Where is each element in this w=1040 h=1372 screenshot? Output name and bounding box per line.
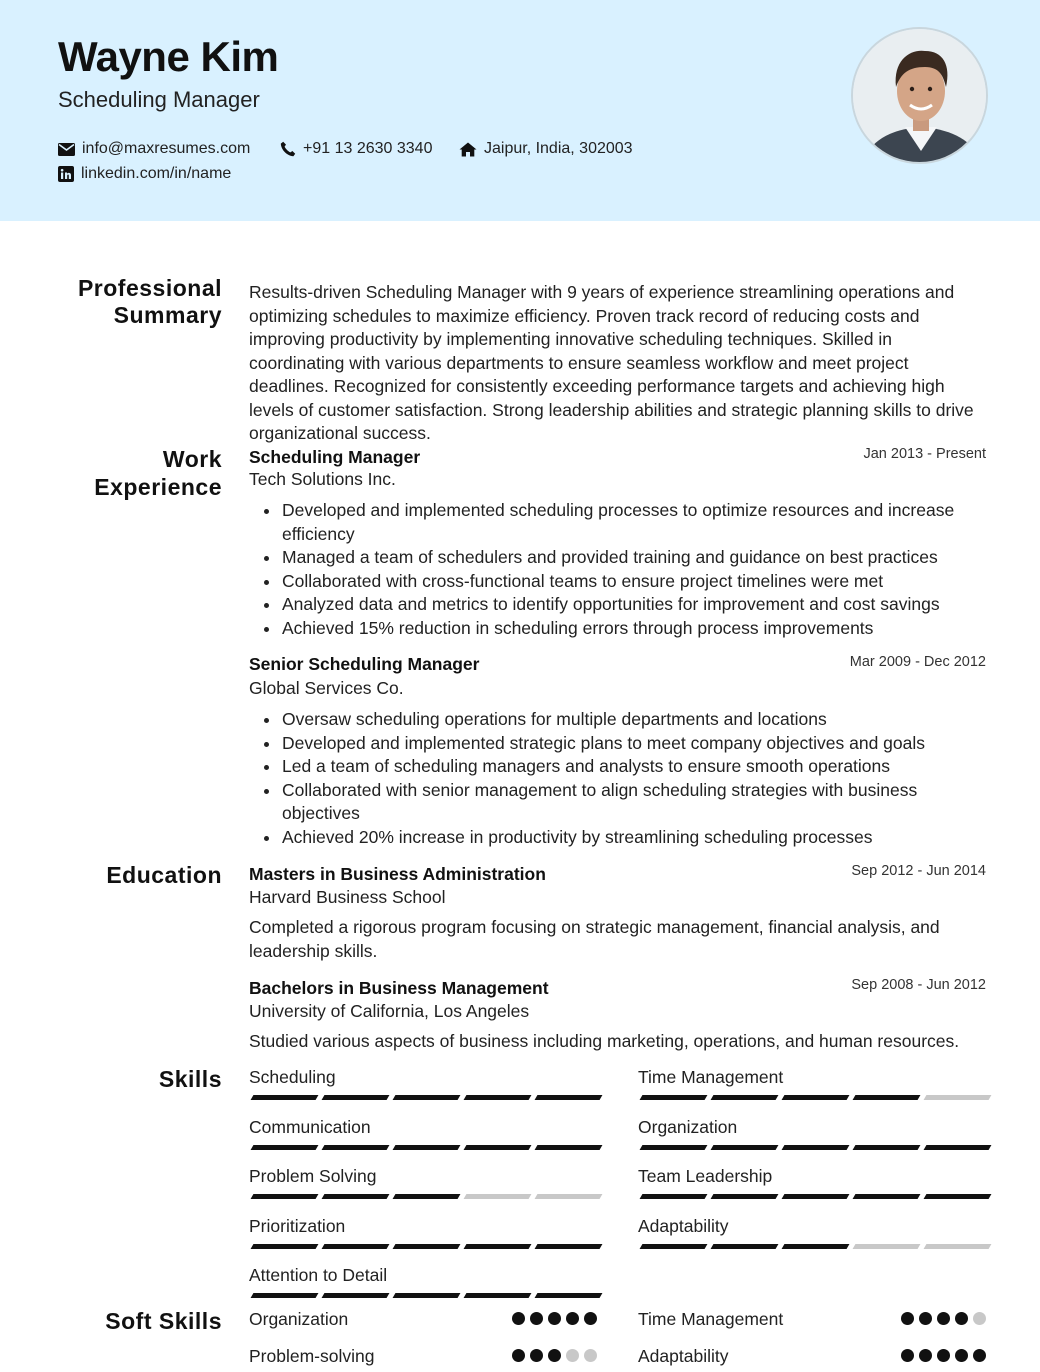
skill-bar-segment bbox=[535, 1194, 603, 1199]
skill-bar-segment bbox=[393, 1145, 461, 1150]
skill-label: Organization bbox=[638, 1116, 738, 1137]
rating-dot bbox=[901, 1312, 914, 1325]
education-description: Completed a rigorous program focusing on strategic management, financial analysis, and leadership skills. bbox=[249, 917, 940, 961]
rating-dot bbox=[901, 1349, 914, 1362]
soft-skill-rating bbox=[512, 1349, 597, 1362]
rating-dot bbox=[955, 1312, 968, 1325]
skill-bar-segment bbox=[393, 1194, 461, 1199]
rating-dot bbox=[566, 1349, 579, 1362]
rating-dot bbox=[973, 1312, 986, 1325]
soft-skill-label: Problem-solving bbox=[249, 1346, 375, 1366]
rating-dot bbox=[937, 1349, 950, 1362]
rating-dot bbox=[584, 1349, 597, 1362]
rating-dot bbox=[566, 1312, 579, 1325]
soft-skill-rating bbox=[901, 1312, 986, 1325]
rating-dot bbox=[919, 1312, 932, 1325]
list-item: Analyzed data and metrics to identify opportunities for improvement and cost savings bbox=[282, 593, 992, 617]
skill-bar-segment bbox=[640, 1095, 708, 1100]
skill-bar-segment bbox=[464, 1145, 532, 1150]
linkedin-icon bbox=[58, 166, 74, 182]
list-item: Managed a team of schedulers and provided training and guidance on best practices bbox=[282, 546, 992, 570]
skill-bar-segment bbox=[322, 1244, 390, 1249]
skill-bar-segment bbox=[393, 1293, 461, 1298]
skill-bar-segment bbox=[251, 1095, 319, 1100]
rating-dot bbox=[973, 1349, 986, 1362]
job-bullets bbox=[282, 499, 992, 640]
soft-skill-label: Time Management bbox=[638, 1309, 784, 1329]
skill-bar-segment bbox=[393, 1095, 461, 1100]
rating-dot bbox=[548, 1349, 561, 1362]
degree-title: Bachelors in Business Management bbox=[249, 978, 549, 998]
skill-bar-segment bbox=[464, 1095, 532, 1100]
skill-bar-segment bbox=[535, 1293, 603, 1298]
summary-text: Results-driven Scheduling Manager with 9 years of experience streamlining operations and optimizing schedules to maximize efficiency. Proven track record of reducing costs and improving productivity by implementing innovative scheduling techniques. Skilled in coordinating with various departments to ensure seamless workflow and meet project deadlines. Recognized for consistently exceeding performance targets and achieving high levels of customer satisfaction. Strong leadership abilities and strategic planning skills to drive organizational success. bbox=[249, 282, 974, 443]
job-date: Mar 2009 - Dec 2012 bbox=[849, 654, 986, 670]
rating-dot bbox=[955, 1349, 968, 1362]
skill-bar-segment bbox=[711, 1095, 779, 1100]
job-title: Senior Scheduling Manager bbox=[249, 654, 480, 674]
skill-bar-segment bbox=[322, 1293, 390, 1298]
location-text: Jaipur, India, 302003 bbox=[484, 140, 633, 157]
contact-email[interactable] bbox=[58, 140, 250, 158]
job-title: Scheduling Manager bbox=[249, 447, 421, 467]
skill-bar-segment bbox=[640, 1145, 708, 1150]
skill-bar-segment bbox=[640, 1244, 708, 1249]
profile-photo bbox=[851, 27, 988, 164]
skill-level-bar bbox=[641, 1145, 990, 1150]
list-item: Collaborated with senior management to align scheduling strategies with business objectives bbox=[282, 779, 992, 826]
skill-level-bar bbox=[641, 1095, 990, 1100]
work-title-line2: Experience bbox=[94, 474, 222, 500]
skill-bar-segment bbox=[924, 1244, 992, 1249]
skill-bar-segment bbox=[464, 1194, 532, 1199]
section-title-work bbox=[0, 446, 222, 501]
skill-bar-segment bbox=[640, 1194, 708, 1199]
skill-bar-segment bbox=[711, 1194, 779, 1199]
degree-title: Masters in Business Administration bbox=[249, 864, 546, 884]
summary-title-line2: Summary bbox=[113, 302, 222, 328]
skill-label: Team Leadership bbox=[638, 1166, 773, 1186]
section-title-summary bbox=[0, 275, 222, 329]
job-bullets bbox=[282, 708, 992, 849]
skill-bar-segment bbox=[251, 1244, 319, 1249]
skill-label: Problem Solving bbox=[249, 1166, 377, 1186]
skill-label: Prioritization bbox=[249, 1215, 346, 1236]
skill-level-bar bbox=[252, 1293, 601, 1298]
job-company: Tech Solutions Inc. bbox=[249, 469, 396, 489]
skill-bar-segment bbox=[924, 1145, 992, 1150]
skill-label: Scheduling bbox=[249, 1067, 336, 1087]
skill-level-bar bbox=[252, 1244, 601, 1249]
contact-linkedin[interactable] bbox=[58, 165, 231, 183]
skill-bar-segment bbox=[711, 1145, 779, 1150]
rating-dot bbox=[530, 1349, 543, 1362]
work-title-line1: Work bbox=[162, 446, 222, 472]
section-title-skills: Skills bbox=[158, 1066, 222, 1092]
linkedin-text: linkedin.com/in/name bbox=[81, 165, 232, 182]
skill-bar-segment bbox=[393, 1244, 461, 1249]
skill-bar-segment bbox=[322, 1095, 390, 1100]
skill-level-bar bbox=[252, 1095, 601, 1100]
section-title-education: Education bbox=[106, 862, 222, 888]
list-item: Collaborated with cross-functional teams to ensure project timelines were met bbox=[282, 570, 992, 594]
skill-bar-segment bbox=[535, 1095, 603, 1100]
job-date: Jan 2013 - Present bbox=[863, 446, 986, 462]
envelope-icon bbox=[58, 143, 75, 156]
contact-location bbox=[459, 140, 633, 158]
list-item: Achieved 15% reduction in scheduling errors through process improvements bbox=[282, 617, 992, 641]
skill-bar-segment bbox=[711, 1244, 779, 1249]
rating-dot bbox=[548, 1312, 561, 1325]
skill-bar-segment bbox=[782, 1244, 850, 1249]
email-text: info@maxresumes.com bbox=[82, 140, 251, 157]
rating-dot bbox=[919, 1349, 932, 1362]
skill-level-bar bbox=[252, 1194, 601, 1199]
skill-bar-segment bbox=[924, 1095, 992, 1100]
rating-dot bbox=[530, 1312, 543, 1325]
skill-bar-segment bbox=[782, 1095, 850, 1100]
skill-bar-segment bbox=[464, 1244, 532, 1249]
education-description: Studied various aspects of business including marketing, operations, and human resources. bbox=[249, 1031, 960, 1051]
skill-bar-segment bbox=[853, 1194, 921, 1199]
skill-bar-segment bbox=[535, 1145, 603, 1150]
skill-bar-segment bbox=[853, 1095, 921, 1100]
soft-skill-label: Organization bbox=[249, 1309, 349, 1329]
skill-bar-segment bbox=[782, 1145, 850, 1150]
education-date: Sep 2012 - Jun 2014 bbox=[851, 863, 986, 879]
section-title-soft-skills: Soft Skills bbox=[105, 1308, 222, 1334]
skill-bar-segment bbox=[251, 1145, 319, 1150]
skill-bar-segment bbox=[251, 1194, 319, 1199]
list-item: Oversaw scheduling operations for multiple departments and locations bbox=[282, 708, 992, 732]
rating-dot bbox=[512, 1349, 525, 1362]
skill-label: Time Management bbox=[638, 1067, 784, 1087]
list-item: Developed and implemented scheduling processes to optimize resources and increase efficiency bbox=[282, 499, 992, 546]
skill-label: Attention to Detail bbox=[249, 1265, 388, 1285]
education-date: Sep 2008 - Jun 2012 bbox=[851, 977, 986, 993]
list-item: Led a team of scheduling managers and analysts to ensure smooth operations bbox=[282, 755, 992, 779]
skill-bar-segment bbox=[535, 1244, 603, 1249]
candidate-name: Wayne Kim bbox=[58, 33, 279, 80]
soft-skill-rating bbox=[901, 1349, 986, 1362]
skill-label: Communication bbox=[249, 1116, 371, 1137]
skill-level-bar bbox=[252, 1145, 601, 1150]
contact-phone[interactable] bbox=[280, 140, 432, 158]
job-company: Global Services Co. bbox=[249, 678, 404, 698]
skill-bar-segment bbox=[782, 1194, 850, 1199]
skill-bar-segment bbox=[251, 1293, 319, 1298]
skill-bar-segment bbox=[924, 1194, 992, 1199]
candidate-title: Scheduling Manager bbox=[58, 87, 260, 112]
list-item: Developed and implemented strategic plans to meet company objectives and goals bbox=[282, 732, 992, 756]
resume-header bbox=[0, 0, 1040, 221]
rating-dot bbox=[584, 1312, 597, 1325]
summary-title-line1: Professional bbox=[77, 275, 222, 301]
skill-bar-segment bbox=[853, 1145, 921, 1150]
rating-dot bbox=[512, 1312, 525, 1325]
skill-label: Adaptability bbox=[638, 1215, 729, 1236]
list-item: Achieved 20% increase in productivity by streamlining scheduling processes bbox=[282, 826, 992, 850]
rating-dot bbox=[937, 1312, 950, 1325]
skill-bar-segment bbox=[464, 1293, 532, 1298]
skill-bar-segment bbox=[853, 1244, 921, 1249]
soft-skill-label: Adaptability bbox=[638, 1346, 729, 1366]
skill-bar-segment bbox=[322, 1145, 390, 1150]
home-icon bbox=[459, 142, 477, 157]
skill-level-bar bbox=[641, 1194, 990, 1199]
skill-bar-segment bbox=[322, 1194, 390, 1199]
phone-icon bbox=[280, 141, 296, 157]
skill-level-bar bbox=[641, 1244, 990, 1249]
soft-skill-rating bbox=[512, 1312, 597, 1325]
phone-text: +91 13 2630 3340 bbox=[303, 140, 433, 157]
school-name: University of California, Los Angeles bbox=[249, 1001, 530, 1021]
school-name: Harvard Business School bbox=[249, 887, 446, 907]
